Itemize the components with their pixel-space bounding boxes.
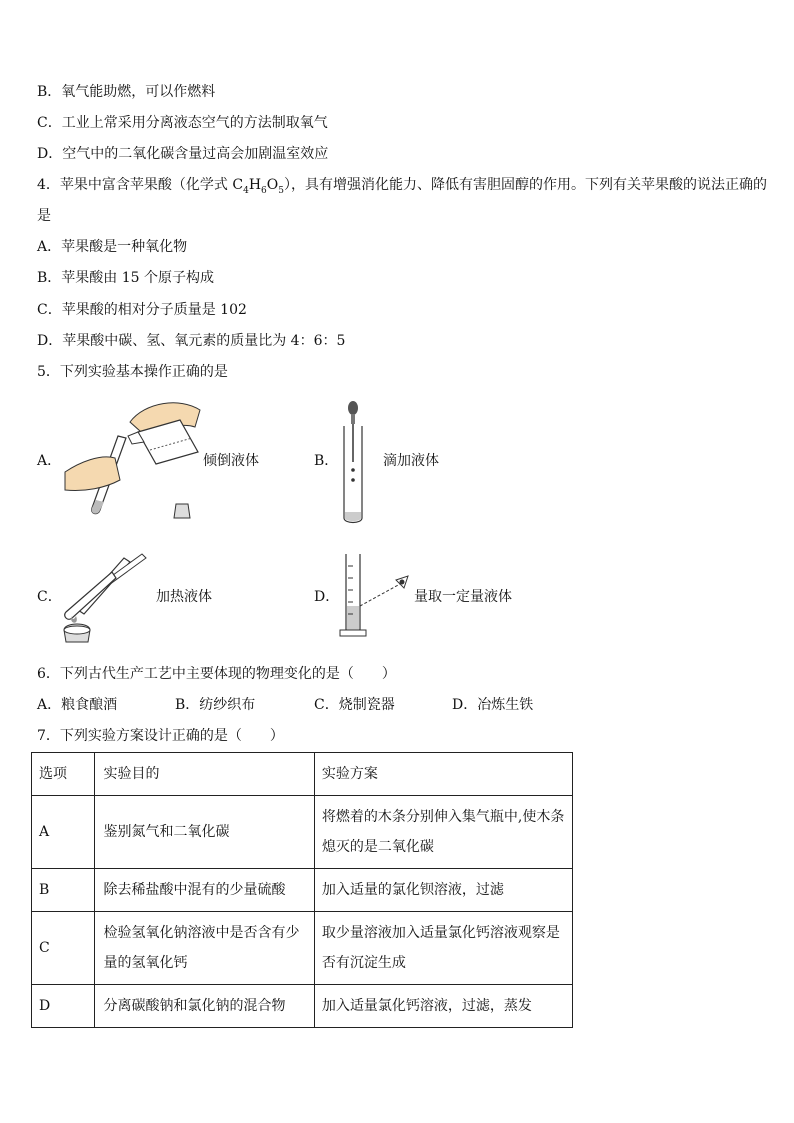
question-6-option-a: A．粮食酿酒 <box>37 697 118 713</box>
heating-liquid-figure <box>58 550 158 648</box>
question-6-stem: 6．下列古代生产工艺中主要体现的物理变化的是（ ） <box>37 666 396 682</box>
table-row <box>32 796 573 869</box>
measuring-cylinder-figure <box>338 550 418 640</box>
table-cell: 分离碳酸钠和氯化钠的混合物 <box>94 985 314 1028</box>
table-header-row <box>32 753 573 796</box>
table-cell: 加入适量氯化钙溶液，过滤，蒸发 <box>314 985 572 1028</box>
q5-option-d-label: D． <box>314 589 340 605</box>
table-cell: 检验氢氧化钠溶液中是否含有少量的氢氧化钙 <box>94 912 314 985</box>
question-4-option-c: C．苹果酸的相对分子质量是 102 <box>37 302 247 318</box>
table-cell: 除去稀盐酸中混有的少量硫酸 <box>94 869 314 912</box>
question-6-option-b: B．纺纱织布 <box>175 697 256 713</box>
table-header-cell: 实验方案 <box>314 753 572 796</box>
dropper-figure <box>338 400 368 526</box>
question-4-option-a: A．苹果酸是一种氧化物 <box>37 239 188 255</box>
pouring-liquid-figure <box>60 392 210 522</box>
question-4-option-b: B．苹果酸由 15 个原子构成 <box>37 270 215 286</box>
table-cell: 鉴别氮气和二氧化碳 <box>94 796 314 869</box>
q5-option-b-label: B． <box>314 453 339 469</box>
question-4-stem-cont: 是 <box>37 208 51 224</box>
option-b-prev: B．氧气能助燃，可以作燃料 <box>37 84 216 100</box>
table-cell: A <box>32 796 95 869</box>
table-cell: 将燃着的木条分别伸入集气瓶中,使木条熄灭的是二氧化碳 <box>314 796 572 869</box>
question-7-stem: 7．下列实验方案设计正确的是（ ） <box>37 728 284 744</box>
table-cell: B <box>32 869 95 912</box>
question-4-stem: 4．苹果中富含苹果酸（化学式 $C_4H_6O_5$），具有增强消化能力、降低有害胆固醇的作用。下列有关苹果酸的说法正确的 <box>37 177 767 196</box>
table-header-cell: 实验目的 <box>94 753 314 796</box>
q5-option-c-label: C． <box>37 589 62 605</box>
question-6-option-c: C．烧制瓷器 <box>314 697 395 713</box>
table-header-cell: 选项 <box>32 753 95 796</box>
question-6-option-d: D．冶炼生铁 <box>452 697 534 713</box>
table-row <box>32 985 573 1028</box>
experiment-table <box>31 752 573 1028</box>
q5-option-a-label: A． <box>37 453 62 469</box>
q5-option-b-caption: 滴加液体 <box>383 453 439 469</box>
table-cell: 取少量溶液加入适量氯化钙溶液观察是否有沉淀生成 <box>314 912 572 985</box>
table-cell: D <box>32 985 95 1028</box>
option-c-prev: C．工业上常采用分离液态空气的方法制取氧气 <box>37 115 328 131</box>
table-cell: C <box>32 912 95 985</box>
q5-option-d-caption: 量取一定量液体 <box>414 589 512 605</box>
option-d-prev: D．空气中的二氧化碳含量过高会加剧温室效应 <box>37 146 329 162</box>
question-4-option-d: D．苹果酸中碳、氢、氧元素的质量比为 4：6：5 <box>37 333 346 349</box>
q5-option-c-caption: 加热液体 <box>156 589 212 605</box>
table-cell: 加入适量的氯化钡溶液，过滤 <box>314 869 572 912</box>
table-row <box>32 869 573 912</box>
table-row <box>32 912 573 985</box>
q5-option-a-caption: 倾倒液体 <box>203 453 259 469</box>
question-5-stem: 5．下列实验基本操作正确的是 <box>37 364 228 380</box>
